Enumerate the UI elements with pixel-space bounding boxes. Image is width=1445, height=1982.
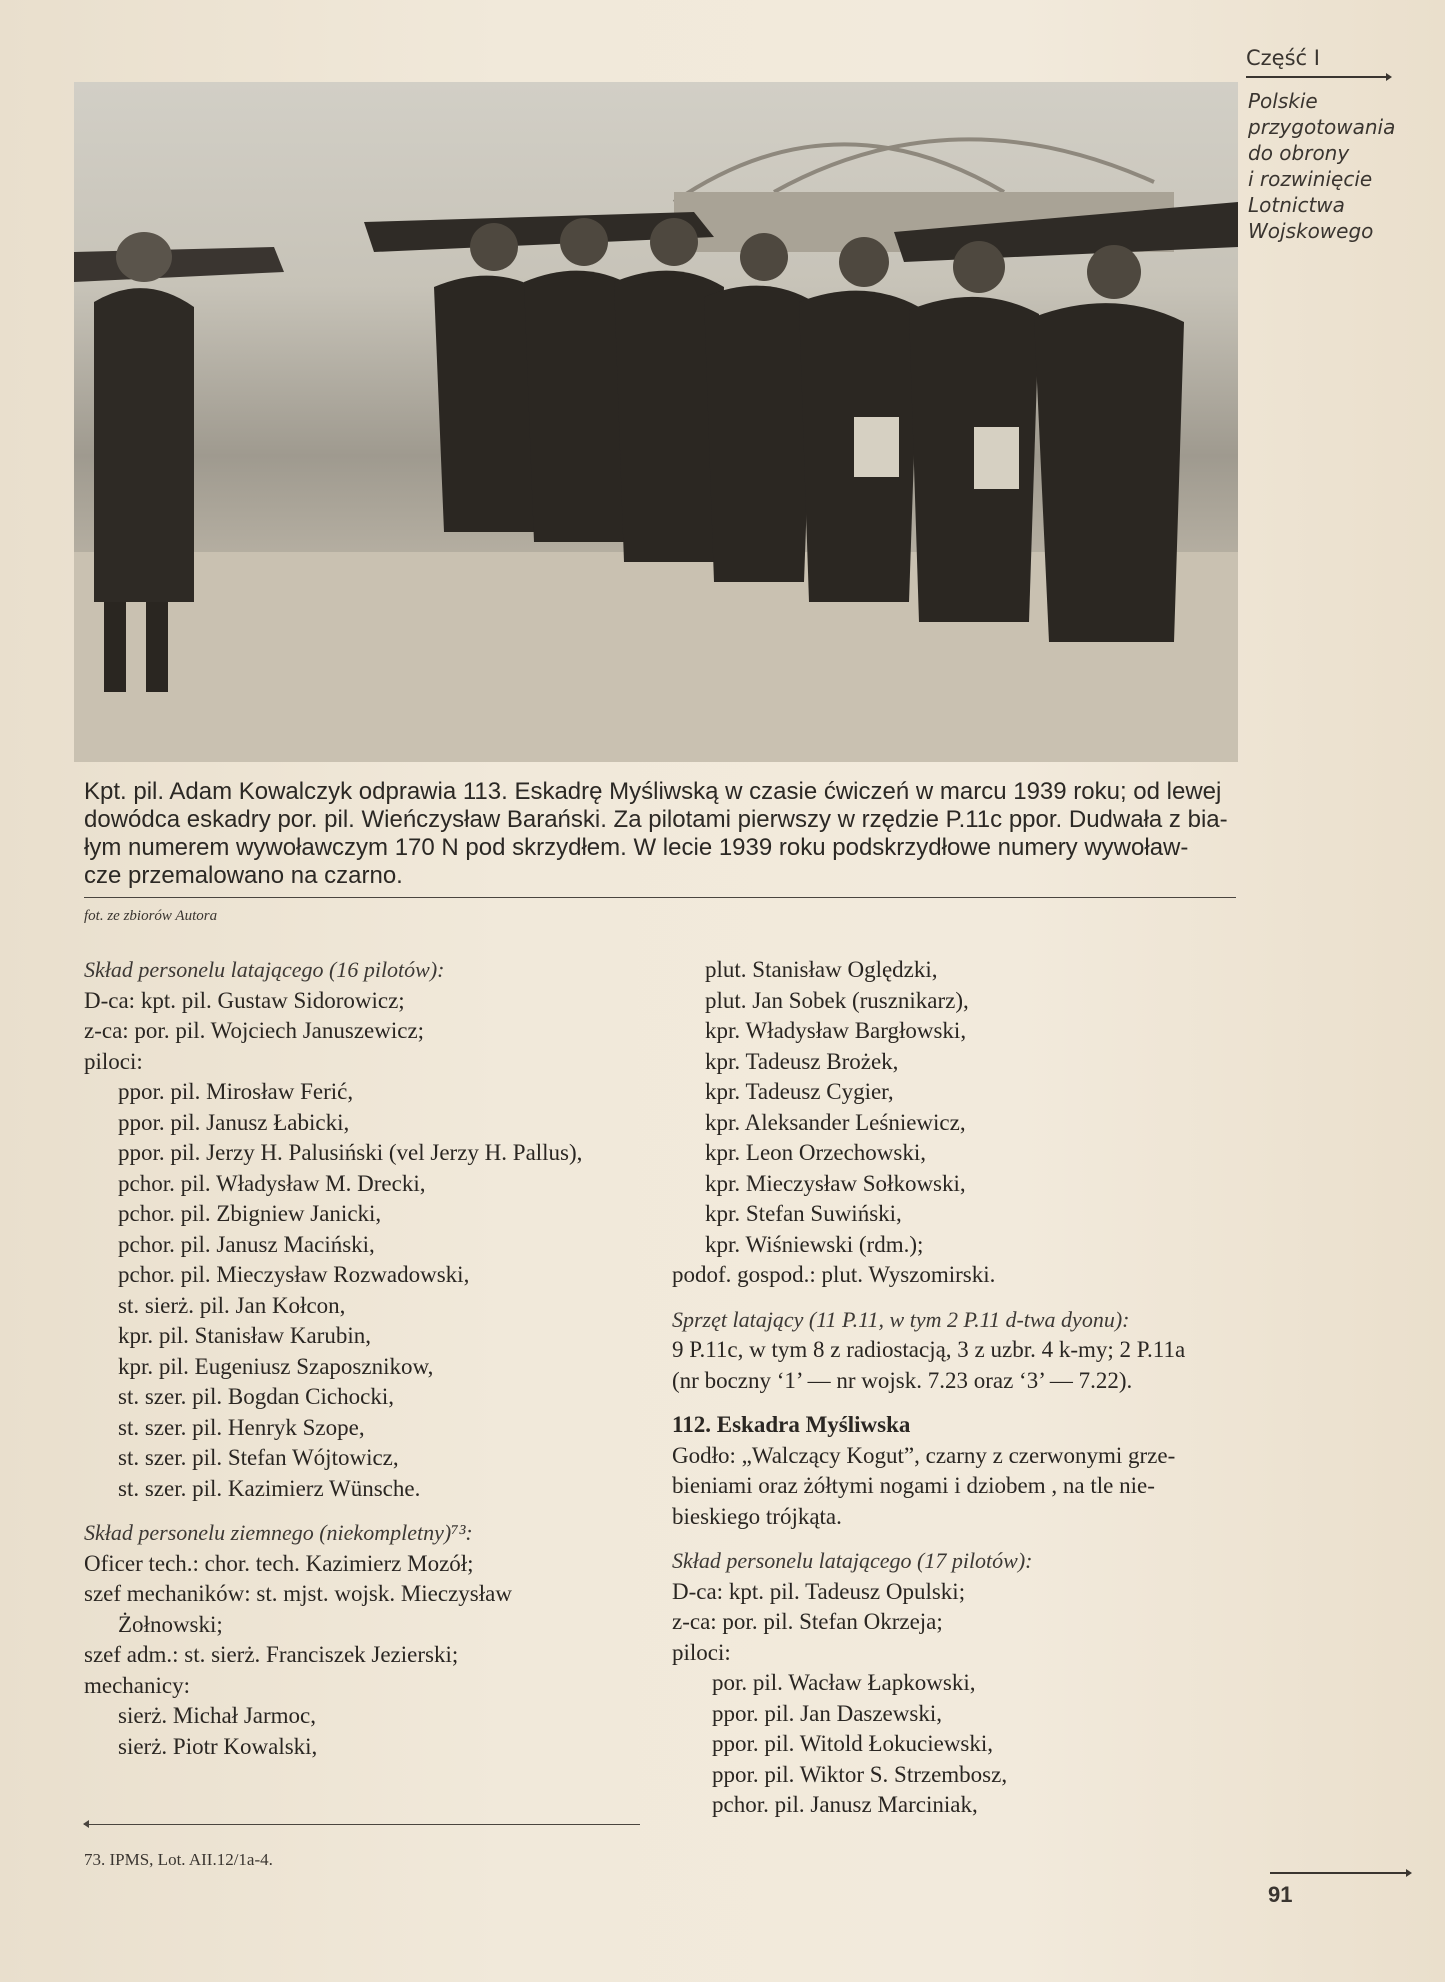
page-number-divider (1270, 1872, 1408, 1874)
list-item: pchor. pil. Władysław M. Drecki, (118, 1170, 426, 1196)
equipment-line: (nr boczny ‘1’ — nr wojsk. 7.23 oraz ‘3’ — 7.22). (672, 1367, 1133, 1393)
list-item: pchor. pil. Zbigniew Janicki, (118, 1201, 382, 1226)
caption-line: Kpt. pil. Adam Kowalczyk odprawia 113. Eskadrę Myśliwską w czasie ćwiczeń w marcu 1939 roku; od lewej (84, 778, 1222, 805)
emblem-line: Godło: „Walczący Kogut”, czarny z czerwonymi grze- (672, 1442, 1176, 1468)
list-item: st. szer. pil. Bogdan Cichocki, (118, 1384, 394, 1409)
list-item: ppor. pil. Mirosław Ferić, (118, 1079, 354, 1104)
list-item: st. szer. pil. Stefan Wójtowicz, (118, 1445, 399, 1470)
list-item: pchor. pil. Janusz Maciński, (118, 1231, 375, 1257)
list-item: Oficer tech.: chor. tech. Kazimierz Mozół; (84, 1550, 474, 1576)
list-item: pchor. pil. Mieczysław Rozwadowski, (118, 1262, 470, 1287)
page-number: 91 (1268, 1882, 1293, 1907)
section-heading: Skład personelu ziemnego (niekompletny)⁷³: (84, 1520, 473, 1545)
list-item: kpr. pil. Stanisław Karubin, (118, 1323, 371, 1348)
photo-credit: fot. ze zbiorów Autora (84, 908, 218, 924)
list-item: ppor. pil. Janusz Łabicki, (118, 1109, 350, 1135)
list-item: Żołnowski; (118, 1611, 223, 1637)
list-item: szef mechaników: st. mjst. wojsk. Mieczysław (84, 1581, 512, 1606)
photo-caption (84, 778, 1244, 890)
left-column (84, 955, 664, 1762)
list-item: kpr. Wiśniewski (rdm.); (705, 1231, 924, 1257)
list-item: kpr. Aleksander Leśniewicz, (705, 1109, 966, 1135)
list-item: kpr. Władysław Bargłowski, (705, 1018, 967, 1043)
list-item: szef adm.: st. sierż. Franciszek Jezierski; (84, 1642, 459, 1667)
list-item: kpr. Leon Orzechowski, (705, 1140, 926, 1165)
section-heading: Skład personelu latającego (16 pilotów): (84, 957, 445, 982)
historical-photo (74, 82, 1238, 762)
pilots-label: piloci: (672, 1639, 731, 1665)
list-item: ppor. pil. Jan Daszewski, (712, 1700, 942, 1726)
list-item: sierż. Piotr Kowalski, (118, 1733, 318, 1759)
list-item: ppor. pil. Wiktor S. Strzembosz, (712, 1761, 1008, 1787)
emblem-line: bieniami oraz żółtymi nogami i dziobem , na tle nie- (672, 1473, 1155, 1498)
photo-pilots-saluting-icon (74, 82, 1238, 762)
section-heading: Skład personelu latającego (17 pilotów): (672, 1548, 1033, 1573)
equipment-line: 9 P.11c, w tym 8 z radiostacją, 3 z uzbr. 4 k-my; 2 P.11a (672, 1337, 1186, 1362)
list-item: st. sierż. pil. Jan Kołcon, (118, 1292, 346, 1318)
emblem-line: bieskiego trójkąta. (672, 1503, 842, 1529)
list-item: kpr. pil. Eugeniusz Szaposznikow, (118, 1353, 434, 1379)
list-item: ppor. pil. Jerzy H. Palusiński (vel Jerzy H. Pallus), (118, 1140, 583, 1165)
list-item: mechanicy: (84, 1672, 191, 1698)
caption-line: łym numerem wywoławczym 170 N pod skrzydłem. W lecie 1939 roku podskrzydłowe numery wywoław- (84, 834, 1189, 861)
spacer (672, 1396, 1252, 1410)
list-item: kpr. Tadeusz Brożek, (705, 1048, 899, 1074)
list-item: podof. gospod.: plut. Wyszomirski. (672, 1262, 996, 1287)
caption-divider (84, 897, 1236, 898)
spacer (84, 1504, 664, 1518)
deputy-line: z-ca: por. pil. Wojciech Januszewicz; (84, 1018, 425, 1043)
squadron-title: 112. Eskadra Myśliwska (672, 1412, 911, 1437)
part-divider (1246, 76, 1388, 78)
list-item: por. pil. Wacław Łapkowski, (712, 1670, 976, 1695)
right-column (672, 955, 1252, 1821)
caption-line: dowódca eskadry por. pil. Wieńczysław Barański. Za pilotami pierwszy w rzędzie P.11c ppor. Dudwała z bia- (84, 806, 1228, 833)
list-item: sierż. Michał Jarmoc, (118, 1703, 316, 1728)
list-item: kpr. Mieczysław Sołkowski, (705, 1170, 966, 1196)
section-heading: Sprzęt latający (11 P.11, w tym 2 P.11 d-twa dyonu): (672, 1306, 1130, 1332)
footnote-divider (84, 1824, 640, 1825)
list-item: kpr. Stefan Suwiński, (705, 1201, 902, 1226)
list-item: kpr. Tadeusz Cygier, (705, 1079, 894, 1104)
list-item: plut. Jan Sobek (rusznikarz), (705, 987, 969, 1013)
pilots-label: piloci: (84, 1048, 143, 1074)
spacer (672, 1532, 1252, 1546)
list-item: ppor. pil. Witold Łokuciewski, (712, 1731, 994, 1756)
footnote: 73. IPMS, Lot. AII.12/1a-4. (84, 1850, 273, 1869)
part-subtitle: Polskie przygotowania do obrony i rozwinięcie Lotnictwa Wojskowego (1248, 89, 1396, 243)
list-item: st. szer. pil. Kazimierz Wünsche. (118, 1475, 421, 1501)
list-item: pchor. pil. Janusz Marciniak, (712, 1792, 978, 1817)
spacer (672, 1291, 1252, 1305)
deputy-line: z-ca: por. pil. Stefan Okrzeja; (672, 1609, 943, 1634)
commander-line: D-ca: kpt. pil. Tadeusz Opulski; (672, 1578, 966, 1604)
list-item: plut. Stanisław Oględzki, (705, 957, 938, 982)
commander-line: D-ca: kpt. pil. Gustaw Sidorowicz; (84, 987, 405, 1013)
part-label: Część I (1246, 46, 1320, 70)
caption-line: cze przemalowano na czarno. (84, 862, 403, 889)
list-item: st. szer. pil. Henryk Szope, (118, 1414, 365, 1440)
